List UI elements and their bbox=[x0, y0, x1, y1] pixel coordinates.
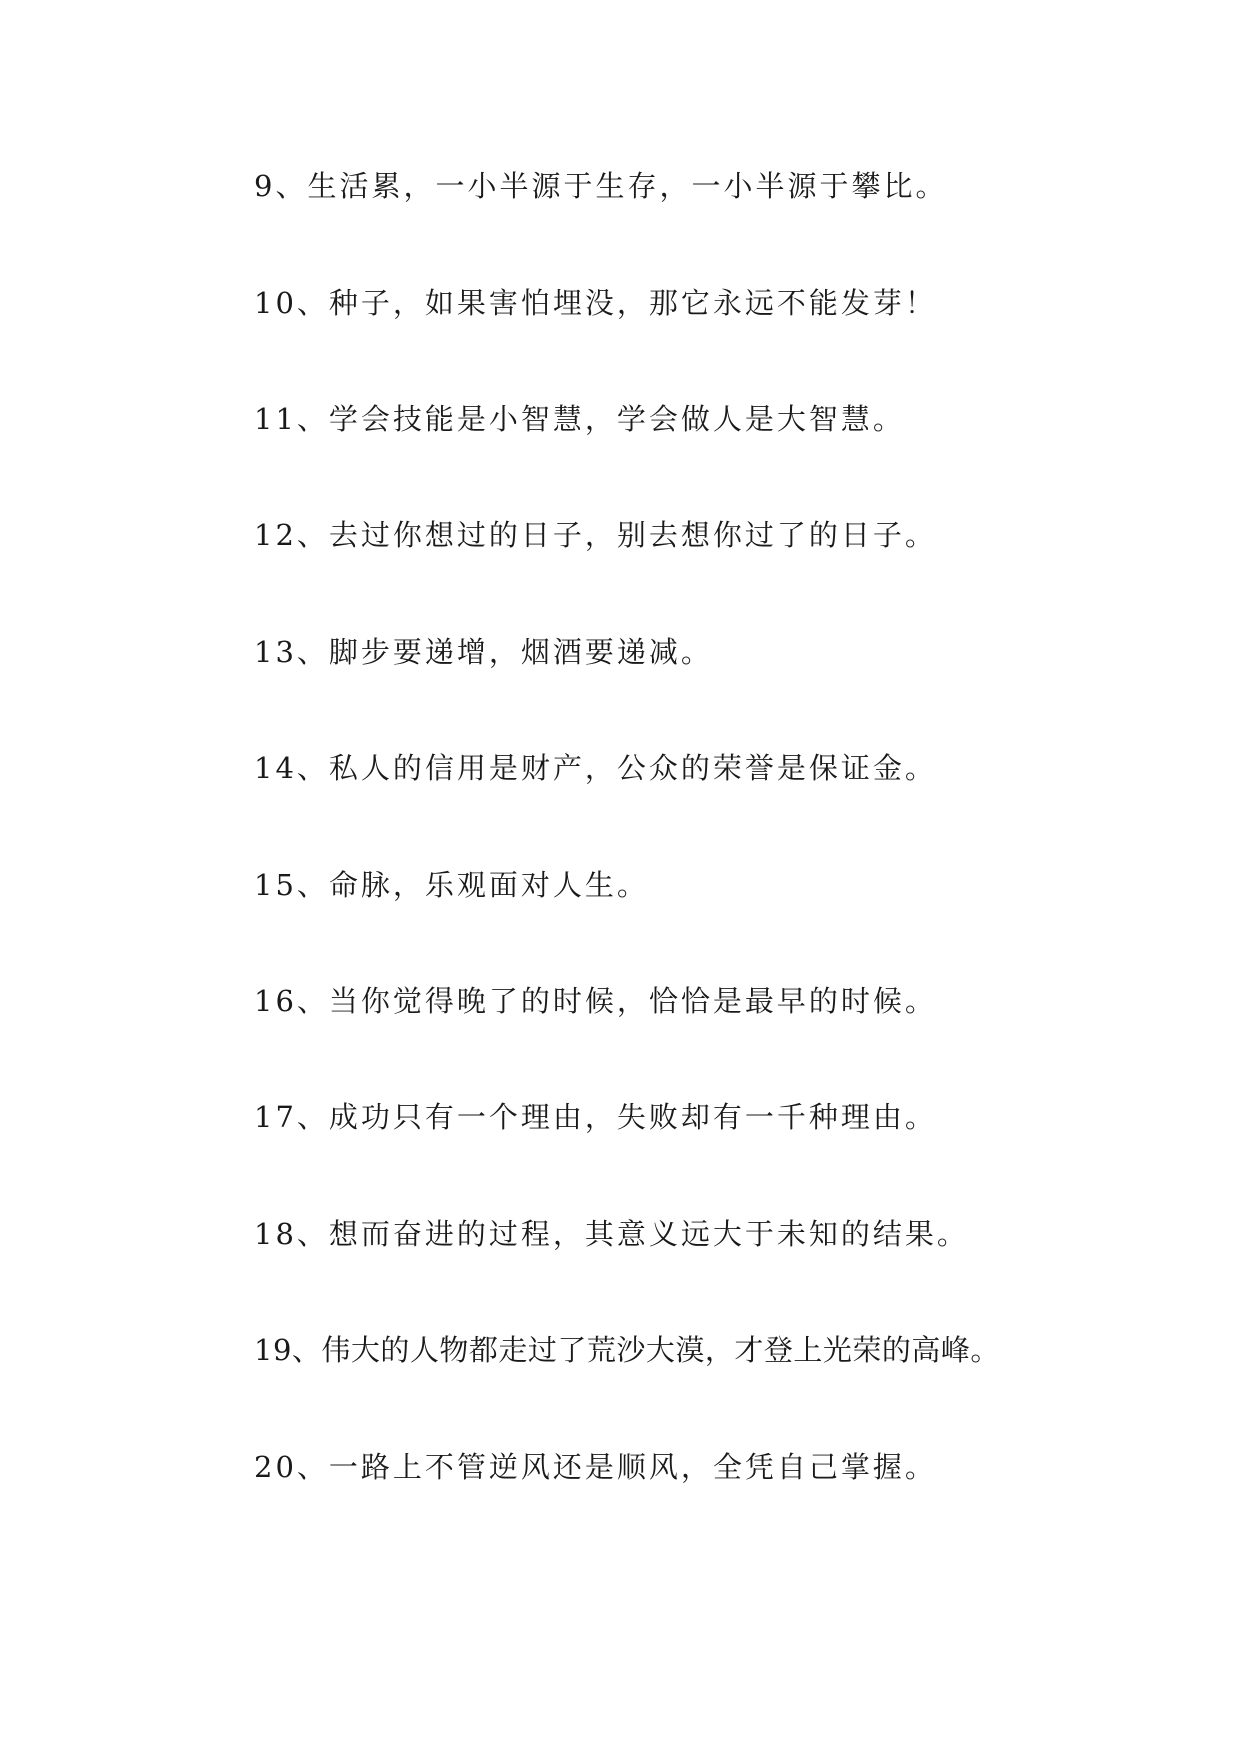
text-line: 12、去过你想过的日子，别去想你过了的日子。 bbox=[254, 518, 937, 552]
text-line: 13、脚步要递增，烟酒要递减。 bbox=[254, 635, 713, 669]
text-line: 11、学会技能是小智慧，学会做人是大智慧。 bbox=[254, 402, 905, 436]
text-line: 9、生活累，一小半源于生存，一小半源于攀比。 bbox=[254, 169, 948, 203]
text-line: 10、种子，如果害怕埋没，那它永远不能发芽！ bbox=[254, 286, 937, 320]
text-line: 14、私人的信用是财产，公众的荣誉是保证金。 bbox=[254, 751, 937, 785]
text-line: 16、当你觉得晚了的时候，恰恰是最早的时候。 bbox=[254, 984, 937, 1018]
text-line: 15、命脉，乐观面对人生。 bbox=[254, 868, 649, 902]
text-line: 18、想而奋进的过程，其意义远大于未知的结果。 bbox=[254, 1217, 969, 1251]
text-line: 17、成功只有一个理由，失败却有一千种理由。 bbox=[254, 1100, 937, 1134]
text-line: 20、一路上不管逆风还是顺风，全凭自己掌握。 bbox=[254, 1450, 937, 1484]
text-line: 19、伟大的人物都走过了荒沙大漠，才登上光荣的高峰。 bbox=[254, 1333, 1000, 1367]
